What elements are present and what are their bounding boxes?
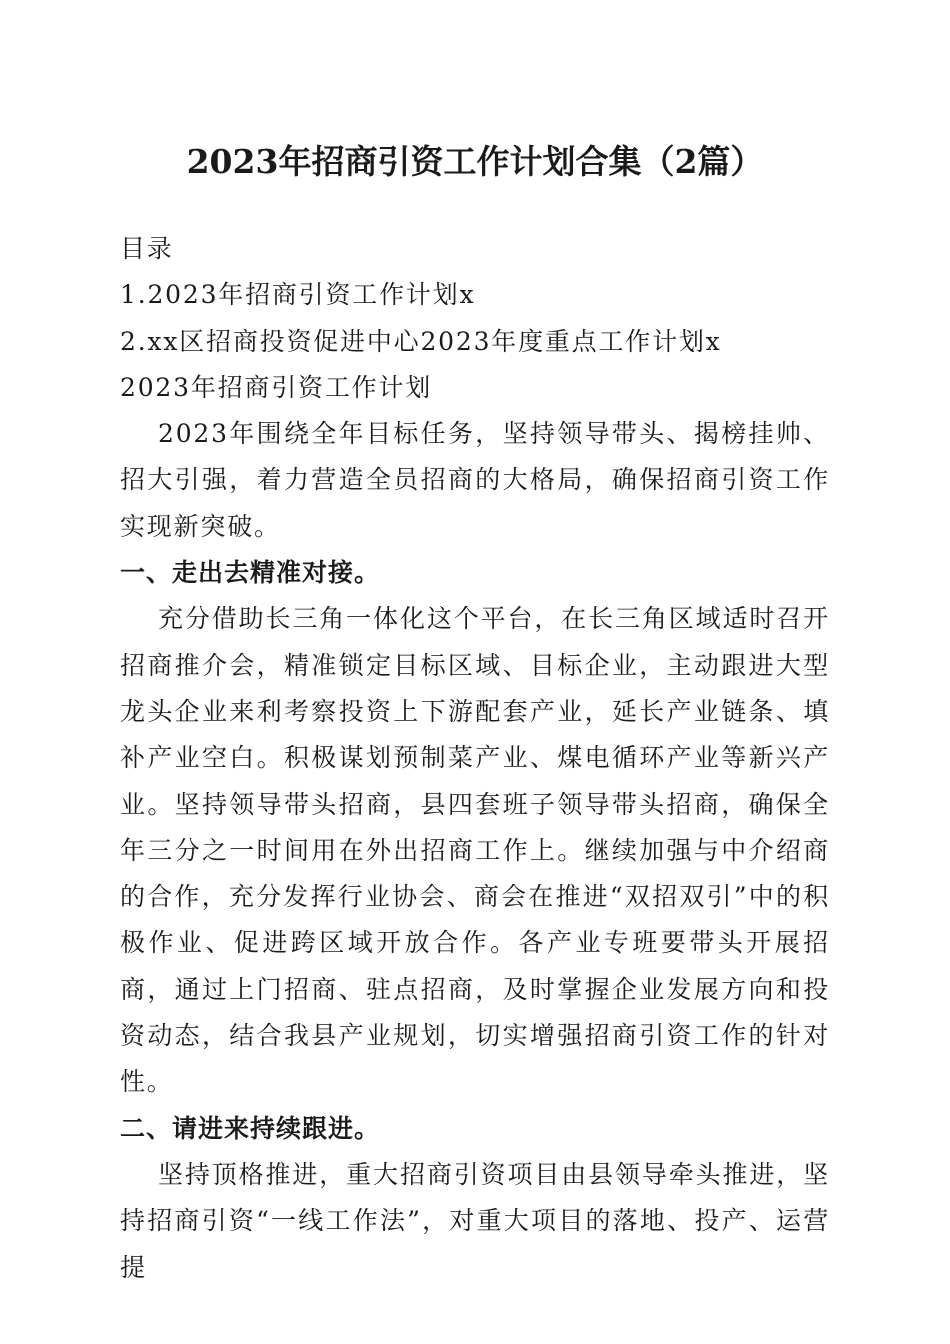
document-body — [120, 226, 830, 1291]
intro-paragraph: 2023年围绕全年目标任务，坚持领导带头、揭榜挂帅、招大引强，着力营造全员招商的大格局，确保招商引资工作实现新突破。 — [120, 419, 830, 541]
heading-2: 二、请进来持续跟进。 — [120, 1113, 381, 1143]
section-title: 2023年招商引资工作计划 — [120, 372, 433, 402]
toc-item-2[interactable]: 2.xx区招商投资促进中心2023年度重点工作计划x — [120, 326, 722, 356]
heading-1: 一、走出去精准对接。 — [120, 558, 381, 588]
paragraph-2: 坚持顶格推进，重大招商引资项目由县领导牵头推进，坚持招商引资“一线工作法”，对重大项目的落地、投产、运营提 — [120, 1159, 830, 1282]
toc-label: 目录 — [120, 234, 174, 263]
toc-item-1[interactable]: 1.2023年招商引资工作计划x — [120, 280, 476, 310]
document-title: 2023年招商引资工作计划合集（2篇） — [186, 142, 764, 181]
paragraph-1: 充分借助长三角一体化这个平台，在长三角区域适时召开招商推介会，精准锁定目标区域、目标企业，主动跟进大型龙头企业来利考察投资上下游配套产业，延长产业链条、填补产业空白。积极谋划预制菜产业、煤电循环产业等新兴产业。坚持领导带头招商，县四套班子领导带头招商，确保全年三分之一时间用在外出招商工作上。继续加强与中介绍商的合作，充分发挥行业协会、商会在推进“双招双引”中的积极作业、促进跨区域开放合作。各产业专班要带头开展招商，通过上门招商、驻点招商，及时掌握企业发展方向和投资动态，结合我县产业规划，切实增强招商引资工作的针对性。 — [120, 604, 830, 1097]
